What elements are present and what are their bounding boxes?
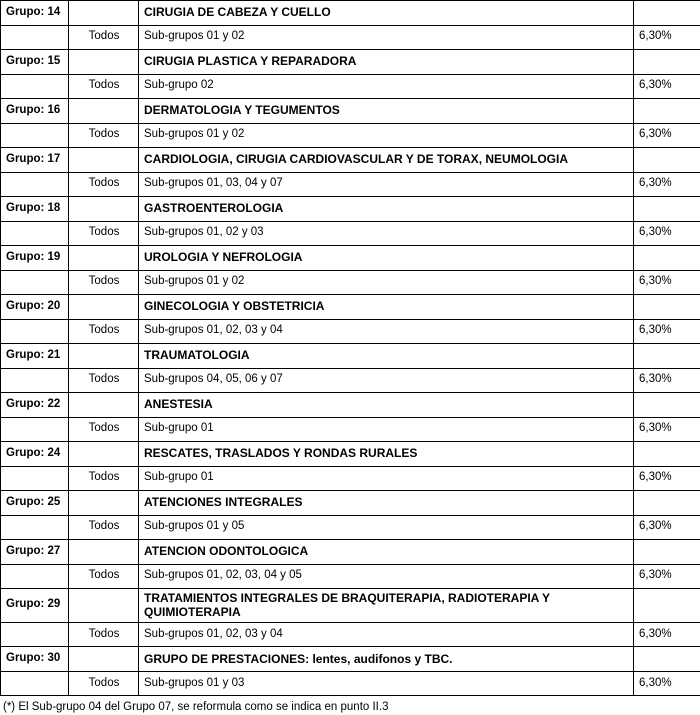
group-title-cell: CIRUGIA PLASTICA Y REPARADORA bbox=[139, 50, 634, 75]
group-code-cell: Grupo: 20 bbox=[1, 295, 69, 320]
empty-cell bbox=[634, 50, 700, 75]
empty-cell bbox=[1, 369, 69, 393]
todos-cell: Todos bbox=[69, 26, 139, 50]
group-code-cell: Grupo: 27 bbox=[1, 540, 69, 565]
table-row bbox=[1, 344, 700, 369]
table-row bbox=[1, 369, 700, 393]
empty-cell bbox=[69, 99, 139, 124]
percentage-cell: 6,30% bbox=[634, 623, 700, 647]
group-title-cell: ATENCION ODONTOLOGICA bbox=[139, 540, 634, 565]
subgroup-cell: Sub-grupo 02 bbox=[139, 75, 634, 99]
table-row bbox=[1, 516, 700, 540]
group-title-cell: ATENCIONES INTEGRALES bbox=[139, 491, 634, 516]
empty-cell bbox=[69, 540, 139, 565]
subgroup-cell: Sub-grupos 01, 02, 03 y 04 bbox=[139, 623, 634, 647]
table-row bbox=[1, 222, 700, 246]
group-code-cell: Grupo: 16 bbox=[1, 99, 69, 124]
subgroup-cell: Sub-grupo 01 bbox=[139, 467, 634, 491]
subgroup-cell: Sub-grupos 01 y 02 bbox=[139, 124, 634, 148]
table-row bbox=[1, 491, 700, 516]
table-row bbox=[1, 26, 700, 50]
todos-cell: Todos bbox=[69, 124, 139, 148]
subgroup-cell: Sub-grupos 01, 02 y 03 bbox=[139, 222, 634, 246]
empty-cell bbox=[69, 589, 139, 623]
empty-cell bbox=[69, 148, 139, 173]
percentage-cell: 6,30% bbox=[634, 418, 700, 442]
table-row bbox=[1, 647, 700, 672]
todos-cell: Todos bbox=[69, 418, 139, 442]
subgroup-cell: Sub-grupos 01 y 05 bbox=[139, 516, 634, 540]
group-code-cell: Grupo: 30 bbox=[1, 647, 69, 672]
group-title-cell: DERMATOLOGIA Y TEGUMENTOS bbox=[139, 99, 634, 124]
percentage-cell: 6,30% bbox=[634, 672, 700, 696]
group-title-cell: ANESTESIA bbox=[139, 393, 634, 418]
empty-cell bbox=[634, 246, 700, 271]
group-title-cell: GINECOLOGIA Y OBSTETRICIA bbox=[139, 295, 634, 320]
group-title-cell: GRUPO DE PRESTACIONES: lentes, audifonos y TBC. bbox=[139, 647, 634, 672]
percentage-cell: 6,30% bbox=[634, 173, 700, 197]
table-row bbox=[1, 467, 700, 491]
empty-cell bbox=[1, 565, 69, 589]
empty-cell bbox=[634, 442, 700, 467]
empty-cell bbox=[1, 271, 69, 295]
todos-cell: Todos bbox=[69, 565, 139, 589]
empty-cell bbox=[1, 173, 69, 197]
table-row bbox=[1, 393, 700, 418]
table-row bbox=[1, 672, 700, 696]
empty-cell bbox=[1, 418, 69, 442]
empty-cell bbox=[1, 672, 69, 696]
percentage-cell: 6,30% bbox=[634, 26, 700, 50]
percentage-cell: 6,30% bbox=[634, 565, 700, 589]
empty-cell bbox=[634, 589, 700, 623]
subgroup-cell: Sub-grupos 01 y 02 bbox=[139, 26, 634, 50]
subgroup-cell: Sub-grupos 01 y 02 bbox=[139, 271, 634, 295]
empty-cell bbox=[1, 222, 69, 246]
subgroup-cell: Sub-grupo 01 bbox=[139, 418, 634, 442]
empty-cell bbox=[634, 295, 700, 320]
percentage-cell: 6,30% bbox=[634, 467, 700, 491]
empty-cell bbox=[634, 647, 700, 672]
table-row bbox=[1, 50, 700, 75]
table-row bbox=[1, 589, 700, 623]
empty-cell bbox=[1, 516, 69, 540]
table-row bbox=[1, 246, 700, 271]
todos-cell: Todos bbox=[69, 173, 139, 197]
empty-cell bbox=[634, 1, 700, 26]
subgroup-cell: Sub-grupos 01, 03, 04 y 07 bbox=[139, 173, 634, 197]
table-row bbox=[1, 540, 700, 565]
empty-cell bbox=[69, 50, 139, 75]
empty-cell bbox=[69, 491, 139, 516]
group-code-cell: Grupo: 22 bbox=[1, 393, 69, 418]
table-row bbox=[1, 320, 700, 344]
empty-cell bbox=[69, 246, 139, 271]
empty-cell bbox=[69, 647, 139, 672]
todos-cell: Todos bbox=[69, 75, 139, 99]
table-row bbox=[1, 197, 700, 222]
group-code-cell: Grupo: 14 bbox=[1, 1, 69, 26]
todos-cell: Todos bbox=[69, 271, 139, 295]
table-body bbox=[1, 1, 700, 696]
table-row bbox=[1, 295, 700, 320]
group-code-cell: Grupo: 21 bbox=[1, 344, 69, 369]
table-row bbox=[1, 99, 700, 124]
todos-cell: Todos bbox=[69, 320, 139, 344]
empty-cell bbox=[634, 197, 700, 222]
percentage-cell: 6,30% bbox=[634, 369, 700, 393]
table-row bbox=[1, 75, 700, 99]
table-row bbox=[1, 173, 700, 197]
empty-cell bbox=[1, 623, 69, 647]
group-code-cell: Grupo: 15 bbox=[1, 50, 69, 75]
percentage-cell: 6,30% bbox=[634, 271, 700, 295]
subgroup-cell: Sub-grupos 04, 05, 06 y 07 bbox=[139, 369, 634, 393]
empty-cell bbox=[1, 26, 69, 50]
percentage-cell: 6,30% bbox=[634, 124, 700, 148]
table-row bbox=[1, 271, 700, 295]
empty-cell bbox=[69, 393, 139, 418]
group-title-cell: CIRUGIA DE CABEZA Y CUELLO bbox=[139, 1, 634, 26]
subgroup-cell: Sub-grupos 01, 02, 03 y 04 bbox=[139, 320, 634, 344]
todos-cell: Todos bbox=[69, 623, 139, 647]
empty-cell bbox=[69, 197, 139, 222]
group-title-cell: RESCATES, TRASLADOS Y RONDAS RURALES bbox=[139, 442, 634, 467]
table-row bbox=[1, 148, 700, 173]
group-title-cell: CARDIOLOGIA, CIRUGIA CARDIOVASCULAR Y DE TORAX, NEUMOLOGIA bbox=[139, 148, 634, 173]
group-title-cell: UROLOGIA Y NEFROLOGIA bbox=[139, 246, 634, 271]
todos-cell: Todos bbox=[69, 672, 139, 696]
empty-cell bbox=[634, 344, 700, 369]
group-title-cell: TRAUMATOLOGIA bbox=[139, 344, 634, 369]
empty-cell bbox=[634, 99, 700, 124]
empty-cell bbox=[69, 344, 139, 369]
group-code-cell: Grupo: 17 bbox=[1, 148, 69, 173]
todos-cell: Todos bbox=[69, 516, 139, 540]
table-row bbox=[1, 418, 700, 442]
todos-cell: Todos bbox=[69, 222, 139, 246]
empty-cell bbox=[69, 295, 139, 320]
table-row bbox=[1, 442, 700, 467]
todos-cell: Todos bbox=[69, 369, 139, 393]
empty-cell bbox=[634, 491, 700, 516]
empty-cell bbox=[1, 320, 69, 344]
empty-cell bbox=[1, 75, 69, 99]
percentage-cell: 6,30% bbox=[634, 320, 700, 344]
group-code-cell: Grupo: 24 bbox=[1, 442, 69, 467]
todos-cell: Todos bbox=[69, 467, 139, 491]
subgroup-cell: Sub-grupos 01 y 03 bbox=[139, 672, 634, 696]
group-code-cell: Grupo: 29 bbox=[1, 589, 69, 623]
percentage-cell: 6,30% bbox=[634, 75, 700, 99]
empty-cell bbox=[1, 124, 69, 148]
empty-cell bbox=[634, 540, 700, 565]
table-row bbox=[1, 1, 700, 26]
table-row bbox=[1, 565, 700, 589]
group-code-cell: Grupo: 18 bbox=[1, 197, 69, 222]
empty-cell bbox=[69, 1, 139, 26]
empty-cell bbox=[69, 442, 139, 467]
group-title-cell: TRATAMIENTOS INTEGRALES DE BRAQUITERAPIA, RADIOTERAPIA Y QUIMIOTERAPIA bbox=[139, 589, 634, 623]
percentage-cell: 6,30% bbox=[634, 222, 700, 246]
empty-cell bbox=[634, 393, 700, 418]
group-title-cell: GASTROENTEROLOGIA bbox=[139, 197, 634, 222]
empty-cell bbox=[634, 148, 700, 173]
empty-cell bbox=[1, 467, 69, 491]
group-code-cell: Grupo: 25 bbox=[1, 491, 69, 516]
table-row bbox=[1, 623, 700, 647]
subgroup-cell: Sub-grupos 01, 02, 03, 04 y 05 bbox=[139, 565, 634, 589]
percentage-cell: 6,30% bbox=[634, 516, 700, 540]
group-code-cell: Grupo: 19 bbox=[1, 246, 69, 271]
table-row bbox=[1, 124, 700, 148]
footnote: (*) El Sub-grupo 04 del Grupo 07, se reformula como se indica en punto II.3 bbox=[0, 696, 700, 715]
